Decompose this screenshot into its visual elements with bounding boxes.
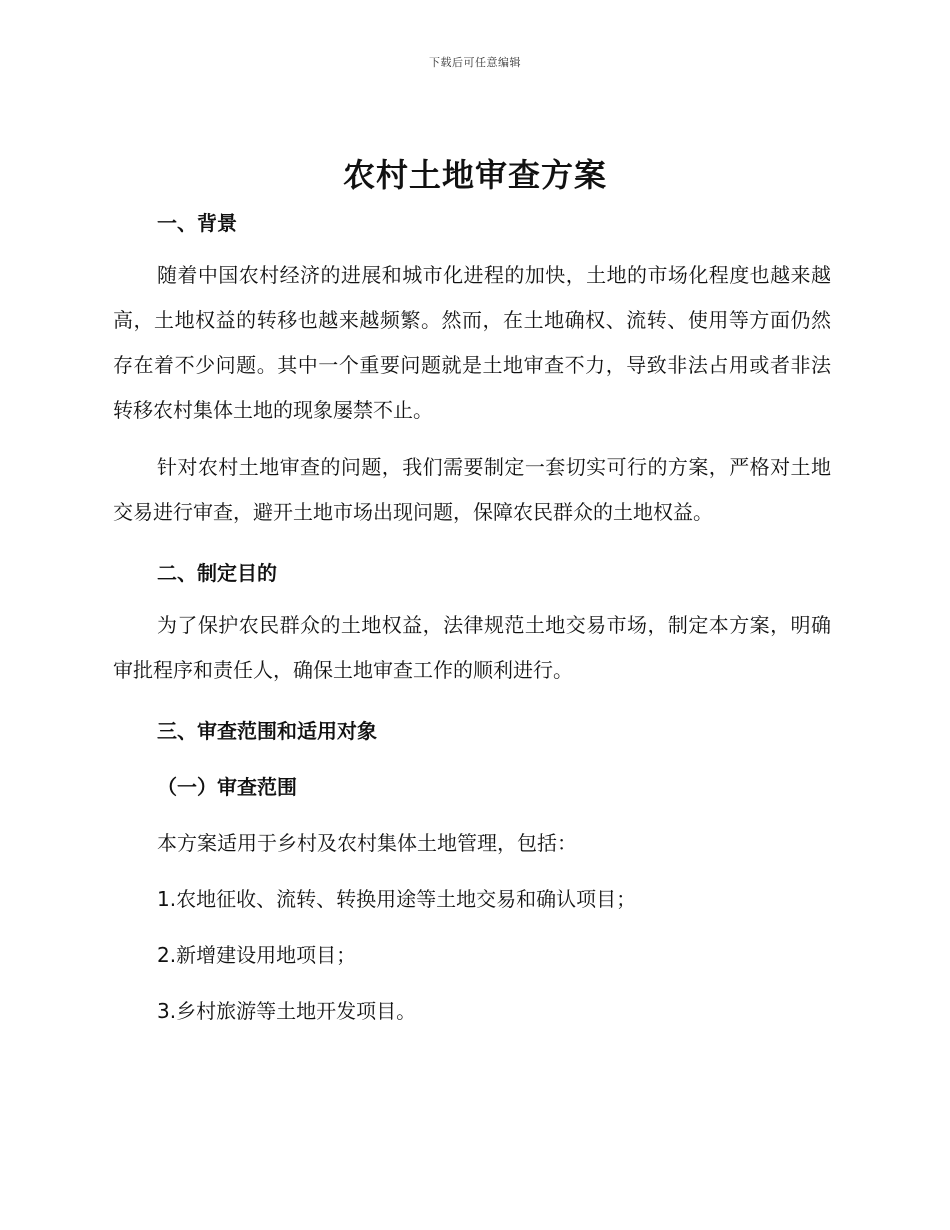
spacer [113, 433, 831, 445]
scope-intro: 本方案适用于乡村及农村集体土地管理，包括： [157, 831, 577, 855]
paragraph-background-2: 针对农村土地审查的问题，我们需要制定一套切实可行的方案，严格对土地交易进行审查，避开土地市场出现问题，保障农民群众的土地权益。 [113, 455, 831, 524]
section-heading-purpose: 二、制定目的 [157, 561, 277, 585]
paragraph-purpose-1: 为了保护农民群众的土地权益，法律规范土地交易市场，制定本方案，明确审批程序和责任人，确保土地审查工作的顺利进行。 [113, 613, 831, 682]
spacer [113, 861, 831, 881]
spacer [113, 917, 831, 937]
spacer [113, 241, 831, 253]
paragraph-background-1: 随着中国农村经济的进展和城市化进程的加快，土地的市场化程度也越来越高，土地权益的转移也越来越频繁。然而，在土地确权、流转、使用等方面仍然存在着不少问题。其中一个重要问题就是土地审查不力，导致非法占用或者非法转移农村集体土地的现象屡禁不止。 [113, 263, 831, 422]
list-item: 1.农地征收、流转、转换用途等土地交易和确认项目； [157, 887, 637, 911]
spacer [113, 591, 831, 603]
spacer [113, 693, 831, 713]
list-item: 3.乡村旅游等土地开发项目。 [157, 999, 417, 1023]
spacer [113, 749, 831, 769]
sub-heading-scope: （一）审查范围 [157, 775, 297, 799]
spacer [113, 805, 831, 825]
document-title: 农村土地审查方案 [342, 156, 607, 194]
header-note: 下载后可任意编辑 [429, 56, 521, 69]
section-heading-background: 一、背景 [157, 211, 237, 235]
document-body [113, 205, 831, 1029]
spacer [113, 973, 831, 993]
list-item: 2.新增建设用地项目； [157, 943, 357, 967]
spacer [113, 535, 831, 555]
section-heading-scope: 三、审查范围和适用对象 [157, 719, 377, 743]
